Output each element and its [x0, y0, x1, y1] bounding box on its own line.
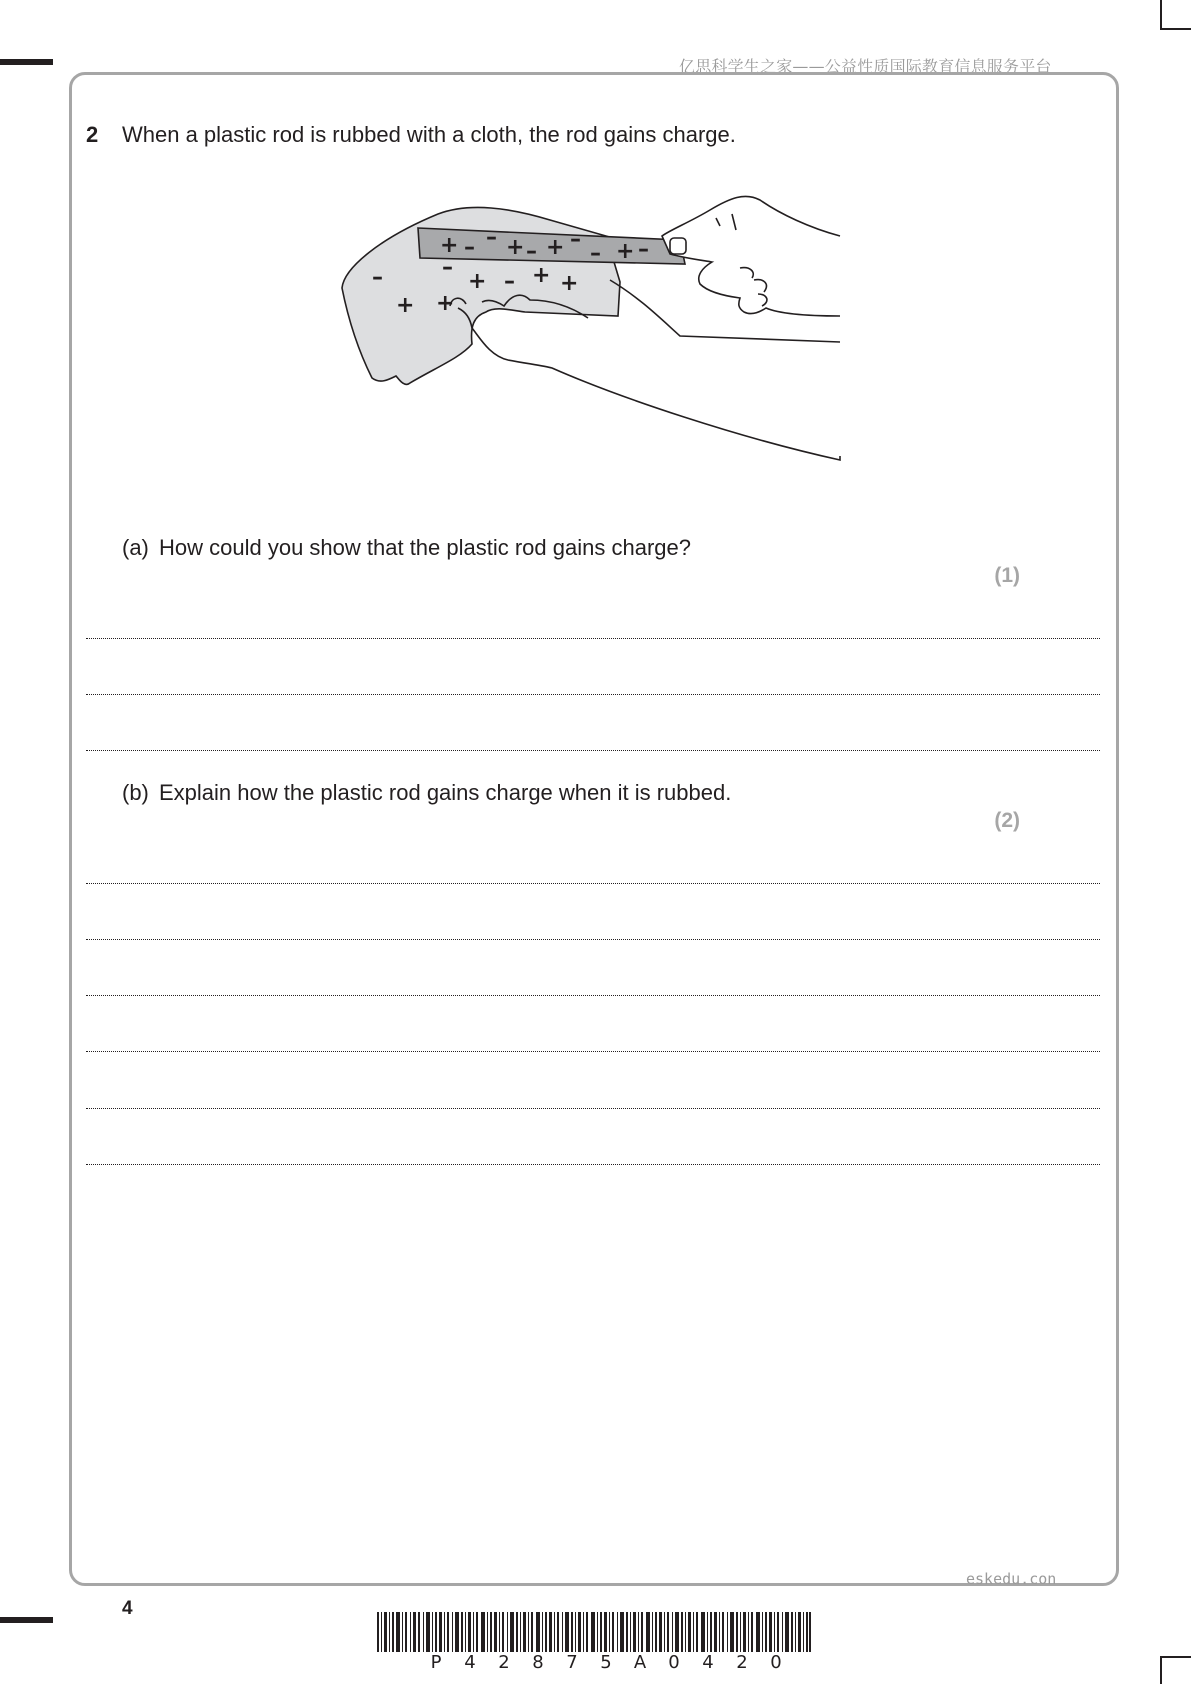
answer-line-b1[interactable]: [86, 883, 1100, 884]
rod-charge: –: [526, 239, 537, 264]
answer-line-a1[interactable]: [86, 638, 1100, 639]
rod-charge: +: [616, 239, 635, 264]
rod-charge: +: [440, 233, 459, 258]
answer-line-b2[interactable]: [86, 939, 1100, 940]
question-text: When a plastic rod is rubbed with a cloth, the rod gains charge.: [122, 122, 736, 147]
part-b-marks: (2): [994, 809, 1020, 832]
crop-mark-bottom-left: [0, 1617, 53, 1623]
cloth-charge: +: [436, 291, 455, 316]
crop-mark-top-right-v: [1160, 28, 1191, 30]
barcode-char: 0: [770, 1652, 782, 1673]
rod-charge: +: [506, 235, 525, 260]
right-hand: [662, 196, 840, 316]
cloth-charge: –: [442, 255, 453, 280]
barcode-char: 4: [702, 1652, 714, 1673]
answer-line-a2[interactable]: [86, 694, 1100, 695]
part-a-label: (a): [122, 535, 149, 560]
rod-charge: –: [486, 225, 497, 250]
answer-line-b5[interactable]: [86, 1108, 1100, 1109]
rod-rubbing-illustration: [340, 188, 850, 488]
rod-charge: –: [570, 227, 581, 252]
crop-mark-bottom-right-v: [1160, 1656, 1162, 1684]
cloth-charge: –: [504, 269, 515, 294]
barcode-char: 8: [532, 1652, 544, 1673]
part-b-text: Explain how the plastic rod gains charge when it is rubbed.: [159, 780, 732, 805]
crop-mark-bottom-right-h: [1160, 1656, 1191, 1658]
watermark-top: 亿思科学生之家——公益性质国际教育信息服务平台: [679, 57, 1052, 76]
question-number: 2: [86, 122, 99, 147]
answer-line-b4[interactable]: [86, 1051, 1100, 1052]
cloth-charge: +: [560, 271, 579, 296]
part-a-marks: (1): [994, 564, 1020, 587]
barcode-char: 7: [566, 1652, 578, 1673]
page-number: 4: [122, 1598, 133, 1619]
rod-charge: –: [464, 235, 475, 260]
answer-line-b3[interactable]: [86, 995, 1100, 996]
part-a-text: How could you show that the plastic rod gains charge?: [159, 535, 691, 560]
barcode-char: A: [633, 1652, 647, 1673]
rod-charge: –: [638, 237, 649, 262]
part-b-label: (b): [122, 780, 149, 805]
barcode-char: 2: [498, 1652, 510, 1673]
barcode-char: 4: [464, 1652, 476, 1673]
crop-mark-top-right-h: [1160, 0, 1162, 28]
barcode-text: [419, 1652, 793, 1673]
answer-line-b6[interactable]: [86, 1164, 1100, 1165]
cloth-charge: +: [468, 269, 487, 294]
rod-charge: –: [590, 241, 601, 266]
barcode-char: 2: [736, 1652, 748, 1673]
answer-line-a3[interactable]: [86, 750, 1100, 751]
watermark-bottom: eskedu.con: [966, 1570, 1057, 1588]
cloth-charge: +: [532, 263, 551, 288]
cloth-charge: –: [372, 265, 383, 290]
barcode: [377, 1612, 811, 1652]
cloth-charge: +: [396, 293, 415, 318]
crop-mark-top-left: [0, 59, 53, 65]
barcode-char: 0: [668, 1652, 680, 1673]
barcode-char: P: [430, 1652, 442, 1673]
rod-charge: +: [546, 235, 565, 260]
barcode-char: 5: [600, 1652, 612, 1673]
